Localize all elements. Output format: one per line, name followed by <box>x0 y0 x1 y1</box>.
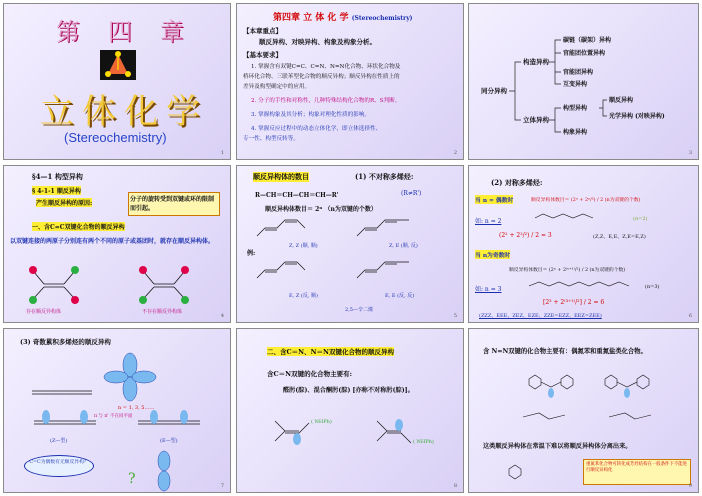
section-title: §4—1 构型异构 <box>32 172 83 181</box>
formula-condition: (R≠R') <box>401 190 422 197</box>
tree-leaf: 官能团位置异构 <box>563 50 606 57</box>
label-no-isomers: 不存在顺反异构体 <box>142 309 183 315</box>
example-even-calc: (2² + 2²/²) / 2 = 3 <box>499 232 552 239</box>
chapter-char-3: 章 <box>160 18 184 46</box>
tree-branch: 构型异构 <box>563 105 588 112</box>
slide-title: 顺反异构体的数目 <box>253 172 309 181</box>
note-box-text: 重氮苯化合物可转化成芳烃结构在一般条件下不能进行顺反异构化 <box>586 462 687 473</box>
page-number: 7 <box>220 483 224 489</box>
general-formula: R—CH＝CH—CH＝CH—R' <box>255 192 339 199</box>
tree-leaf: 光学异构 (对映异构) <box>609 113 665 120</box>
example-odd: 如: n = 3 <box>475 286 502 293</box>
title-char-3: 化 <box>124 92 158 132</box>
slide-4[interactable] <box>3 165 231 323</box>
page-number: 9 <box>688 483 692 489</box>
tree-leaf: 顺反异构 <box>609 97 634 104</box>
tree-leaf: 构象异构 <box>563 129 588 136</box>
example-even-note: (n=2) <box>633 216 648 222</box>
substituent-diagram <box>4 166 231 323</box>
note-planes: π 与 π' 不在同平面 <box>94 414 133 419</box>
isomer-label: Z, Z (顺, 顺) <box>289 243 318 249</box>
note-n-values: n = 1, 3, 5…… <box>118 405 155 411</box>
title-char-1: 立 <box>40 92 74 132</box>
example-odd-result: (ZZZ、EEE、ZEZ、EZE、ZZE=EZZ、EEZ=ZEE) <box>479 313 602 319</box>
slide-9[interactable] <box>468 328 699 493</box>
oxime-structures <box>237 329 464 493</box>
heading-zh: 第四章 立 体 化 学 <box>273 13 349 23</box>
tree-branch: 立体异构 <box>523 116 549 124</box>
question-bubble <box>24 455 94 477</box>
req-item: 4. 掌握反应过程中的动态立体化学，即立体选择性、 <box>251 126 382 132</box>
tree-branch: 构造异构 <box>523 58 549 66</box>
compound-name: 2,5—辛二烯 <box>345 307 373 313</box>
page-number: 1 <box>220 150 224 156</box>
req-item: 2. 分子的手性和对称性，几种特殊结构化合物的R、S判断。 <box>251 98 401 104</box>
title-char-4: 学 <box>166 92 200 132</box>
chapter-char-1: 第 <box>56 18 80 46</box>
e-type-label: (E—型) <box>160 438 178 444</box>
substituent-group: ( NHPh) <box>311 419 332 425</box>
example-odd-note: (n=3) <box>645 284 660 290</box>
slide-heading <box>273 10 413 23</box>
slide-7[interactable] <box>3 328 231 493</box>
tree-root: 同分异构 <box>481 87 507 95</box>
question-text: C=C为偶数有无顺反异构？ <box>29 460 89 465</box>
example-odd-calc: [2³ + 2⁽³⁺¹⁾/²] / 2 = 6 <box>543 299 605 306</box>
subsection-title: § 4-1-1 顺反异构 <box>32 188 81 195</box>
example-label: 例: <box>247 250 256 257</box>
key-label: 【本章重点】 <box>243 27 282 35</box>
requirement-label: 【基本要求】 <box>243 51 282 59</box>
isomer-label: E, E (反, 反) <box>385 293 415 299</box>
req-item: 1. 掌握含有双键C=C、C=N、N=N化合物、环状化合物及 <box>251 64 401 70</box>
tree-leaf: 官能团异构 <box>563 69 594 76</box>
isomer-structures <box>237 166 464 323</box>
part-heading: (1) 不对称多烯烃: <box>355 172 414 181</box>
substituent-group: ( NHPh) <box>413 439 434 445</box>
slide-title: 二、含C＝N、N＝N双键化合物的顺反异构 <box>267 348 394 356</box>
even-formula: 顺反异构体数目＝ (2ⁿ + 2ⁿ/²) / 2 (n为双键的个数) <box>531 198 641 203</box>
page-number: 4 <box>220 313 224 319</box>
compound-types: 醛肟(腙)、混合酮肟(腙) [亦称不对称肟(腙)]。 <box>283 387 414 394</box>
odd-formula: 顺反异构体数目＝ (2ⁿ + 2⁽ⁿ⁺¹⁾/²) / 2 (n为双键的个数) <box>509 268 626 273</box>
tree-leaf: 碳链（碳架）异构 <box>563 37 612 44</box>
slide-title: (3) 奇数累积多烯烃的顺反异构 <box>20 338 111 346</box>
example-even: 如: n = 2 <box>475 218 502 225</box>
key-text: 顺反异构、对映异构、构象及构象分析。 <box>259 38 376 46</box>
separation-note: 这类顺反异构体在常温下难以将顺反异构体分离出来。 <box>483 443 632 450</box>
polyene-skeletons <box>469 166 699 323</box>
page-number: 2 <box>453 150 457 156</box>
tree-leaf: 互变异构 <box>563 81 588 88</box>
svg-text:?: ? <box>128 471 136 487</box>
page-number: 6 <box>688 313 692 319</box>
req-item: 桥环化合物、三联苯型化合物的顺反异构；顺反异构在性质上的 <box>243 74 400 80</box>
even-case-label: 当 n = 偶数时 <box>475 195 513 204</box>
slide-1[interactable] <box>3 3 231 160</box>
condition-text-body: 以双键连接的两原子分别连有两个不同的原子或基团时，就存在顺反异构体。 <box>10 238 215 245</box>
cause-label: 产生顺反异构的原因: <box>36 200 93 207</box>
req-item: 差异及构型确定中的应用。 <box>243 84 311 90</box>
slide-2[interactable] <box>236 3 464 160</box>
heading-en: (Stereochemistry) <box>351 15 413 22</box>
note-box <box>583 459 691 485</box>
page-number: 8 <box>453 483 457 489</box>
cause-box-text: 分子的旋转受到双键或环的限制而引起。 <box>130 196 215 212</box>
title-char-2: 体 <box>82 92 116 132</box>
label-has-isomers: 存在顺反异构体 <box>26 309 62 315</box>
intro-line: 含C＝N双键的化合物主要有: <box>267 370 353 378</box>
slide-5[interactable] <box>236 165 464 323</box>
page-number: 3 <box>688 150 692 156</box>
slide-3[interactable] <box>468 3 699 160</box>
part-heading: (2) 对称多烯烃: <box>491 178 543 187</box>
isomer-label: E, Z (反, 顺) <box>289 293 318 299</box>
subtitle: (Stereochemistry) <box>64 130 167 145</box>
section-heading: 一、含C=C双键化合物的顺反异构 <box>32 224 125 231</box>
z-type-label: (Z—型) <box>50 438 68 444</box>
page-number: 5 <box>453 313 457 319</box>
odd-case-label: 当 n为奇数时 <box>475 250 510 259</box>
chapter-char-2: 四 <box>108 18 132 46</box>
slide-8[interactable] <box>236 328 464 493</box>
slide-6[interactable] <box>468 165 699 323</box>
intro-line-text: 含 N=N双键的化合物主要有：偶氮苯和重氮盐类化合物。 <box>483 348 647 355</box>
isomer-label: Z, E (顺, 反) <box>389 243 418 249</box>
example-even-result: (Z,Z、E,E、Z,E=E,Z) <box>593 234 646 240</box>
req-item: 专一性、构型反转等。 <box>243 136 299 142</box>
req-item: 3. 掌握构象及其分析；构象对理化性质的影响。 <box>251 112 370 118</box>
isomer-count: 顺反异构体数目＝ 2ⁿ （n为双键的个数） <box>265 206 377 213</box>
